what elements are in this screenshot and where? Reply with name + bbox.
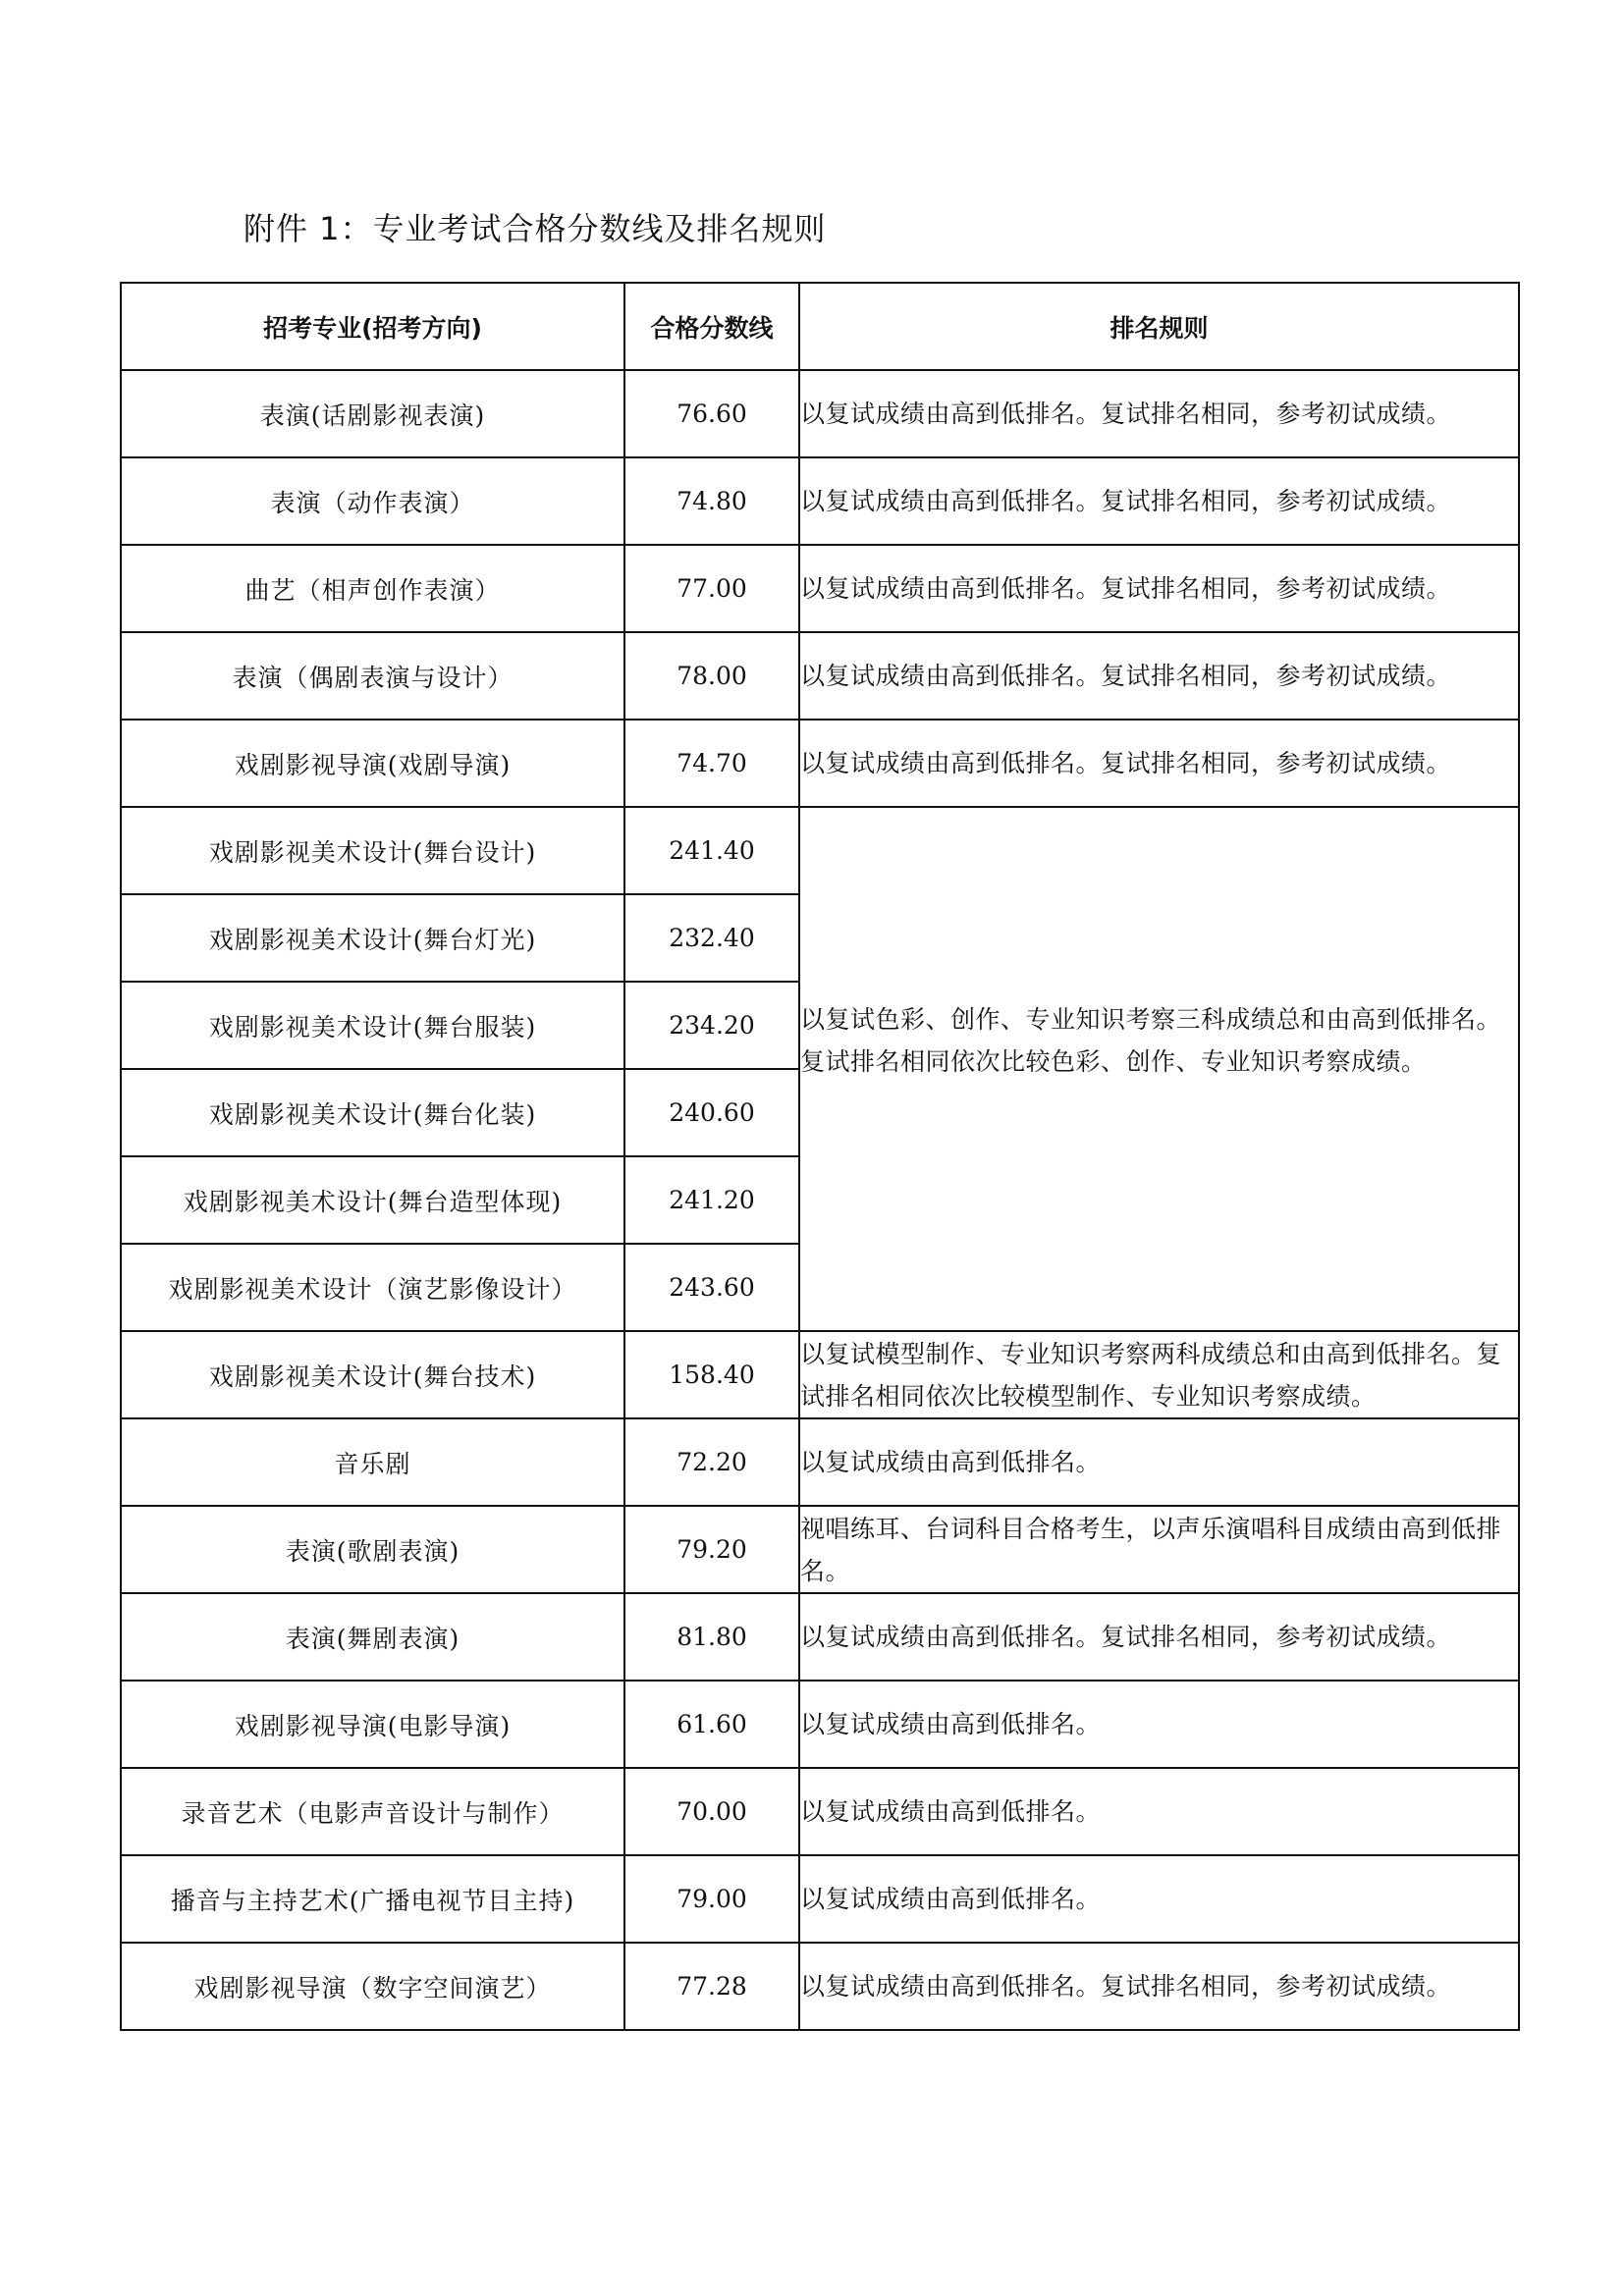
merged-rule-text: 以复试色彩、创作、专业知识考察三科成绩总和由高到低排名。复试排名相同依次比较色彩、创作、专业知识考察成绩。	[800, 1005, 1502, 1076]
major-cell: 戏剧影视导演(电影导演)	[121, 1681, 624, 1768]
page-title: 附件 1：专业考试合格分数线及排名规则	[244, 210, 827, 247]
score-cell: 61.60	[624, 1681, 799, 1768]
table-row	[121, 632, 1519, 720]
major-cell: 戏剧影视美术设计(舞台灯光)	[121, 894, 624, 982]
header-score: 合格分数线	[624, 283, 799, 370]
header-rule: 排名规则	[799, 283, 1519, 370]
table-row	[121, 1681, 1519, 1768]
score-cell: 74.70	[624, 720, 799, 807]
rule-cell: 以复试模型制作、专业知识考察两科成绩总和由高到低排名。复试排名相同依次比较模型制作、专业知识考察成绩。	[799, 1331, 1519, 1418]
rule-cell: 以复试成绩由高到低排名。复试排名相同，参考初试成绩。	[799, 370, 1519, 457]
major-cell: 戏剧影视导演(戏剧导演)	[121, 720, 624, 807]
major-cell: 表演（动作表演）	[121, 457, 624, 545]
score-cell: 81.80	[624, 1593, 799, 1681]
score-cell: 240.60	[624, 1069, 799, 1156]
score-cell: 243.60	[624, 1244, 799, 1331]
merged-rule-cell	[799, 807, 1519, 1331]
major-cell: 戏剧影视美术设计（演艺影像设计）	[121, 1244, 624, 1331]
table-row	[121, 807, 1519, 894]
major-cell: 表演(话剧影视表演)	[121, 370, 624, 457]
table-row	[121, 1331, 1519, 1418]
table-row	[121, 1418, 1519, 1506]
table-row	[121, 1943, 1519, 2030]
score-cell: 234.20	[624, 982, 799, 1069]
major-cell: 录音艺术（电影声音设计与制作）	[121, 1768, 624, 1855]
score-cell: 74.80	[624, 457, 799, 545]
rule-cell: 以复试成绩由高到低排名。复试排名相同，参考初试成绩。	[799, 545, 1519, 632]
table-row	[121, 545, 1519, 632]
score-cell: 241.20	[624, 1156, 799, 1244]
score-cell: 77.28	[624, 1943, 799, 2030]
score-cell: 232.40	[624, 894, 799, 982]
major-cell: 表演(歌剧表演)	[121, 1506, 624, 1593]
major-cell: 戏剧影视美术设计(舞台造型体现)	[121, 1156, 624, 1244]
rule-cell: 以复试成绩由高到低排名。复试排名相同，参考初试成绩。	[799, 720, 1519, 807]
major-cell: 表演（偶剧表演与设计）	[121, 632, 624, 720]
major-cell: 戏剧影视导演（数字空间演艺）	[121, 1943, 624, 2030]
rule-cell: 以复试成绩由高到低排名。	[799, 1768, 1519, 1855]
table-row	[121, 1855, 1519, 1943]
table-row	[121, 720, 1519, 807]
score-table	[120, 282, 1520, 2031]
rule-cell: 以复试成绩由高到低排名。	[799, 1418, 1519, 1506]
table-row	[121, 370, 1519, 457]
rule-cell: 以复试成绩由高到低排名。复试排名相同，参考初试成绩。	[799, 632, 1519, 720]
rule-cell: 以复试成绩由高到低排名。复试排名相同，参考初试成绩。	[799, 457, 1519, 545]
score-cell: 79.00	[624, 1855, 799, 1943]
table-header-row	[121, 283, 1519, 370]
score-cell: 158.40	[624, 1331, 799, 1418]
score-cell: 70.00	[624, 1768, 799, 1855]
major-cell: 表演(舞剧表演)	[121, 1593, 624, 1681]
major-cell: 播音与主持艺术(广播电视节目主持)	[121, 1855, 624, 1943]
rule-cell: 视唱练耳、台词科目合格考生，以声乐演唱科目成绩由高到低排名。	[799, 1506, 1519, 1593]
header-major: 招考专业(招考方向)	[121, 283, 624, 370]
score-cell: 76.60	[624, 370, 799, 457]
rule-cell: 以复试成绩由高到低排名。	[799, 1681, 1519, 1768]
major-cell: 音乐剧	[121, 1418, 624, 1506]
major-cell: 戏剧影视美术设计(舞台设计)	[121, 807, 624, 894]
table-row	[121, 1768, 1519, 1855]
score-cell: 79.20	[624, 1506, 799, 1593]
rule-cell: 以复试成绩由高到低排名。	[799, 1855, 1519, 1943]
table-row	[121, 1506, 1519, 1593]
major-cell: 戏剧影视美术设计(舞台化装)	[121, 1069, 624, 1156]
score-cell: 72.20	[624, 1418, 799, 1506]
score-cell: 241.40	[624, 807, 799, 894]
score-cell: 78.00	[624, 632, 799, 720]
rule-cell: 以复试成绩由高到低排名。复试排名相同，参考初试成绩。	[799, 1593, 1519, 1681]
major-cell: 曲艺（相声创作表演）	[121, 545, 624, 632]
table-row	[121, 457, 1519, 545]
table-row	[121, 1593, 1519, 1681]
major-cell: 戏剧影视美术设计(舞台技术)	[121, 1331, 624, 1418]
score-cell: 77.00	[624, 545, 799, 632]
rule-cell: 以复试成绩由高到低排名。复试排名相同，参考初试成绩。	[799, 1943, 1519, 2030]
major-cell: 戏剧影视美术设计(舞台服装)	[121, 982, 624, 1069]
